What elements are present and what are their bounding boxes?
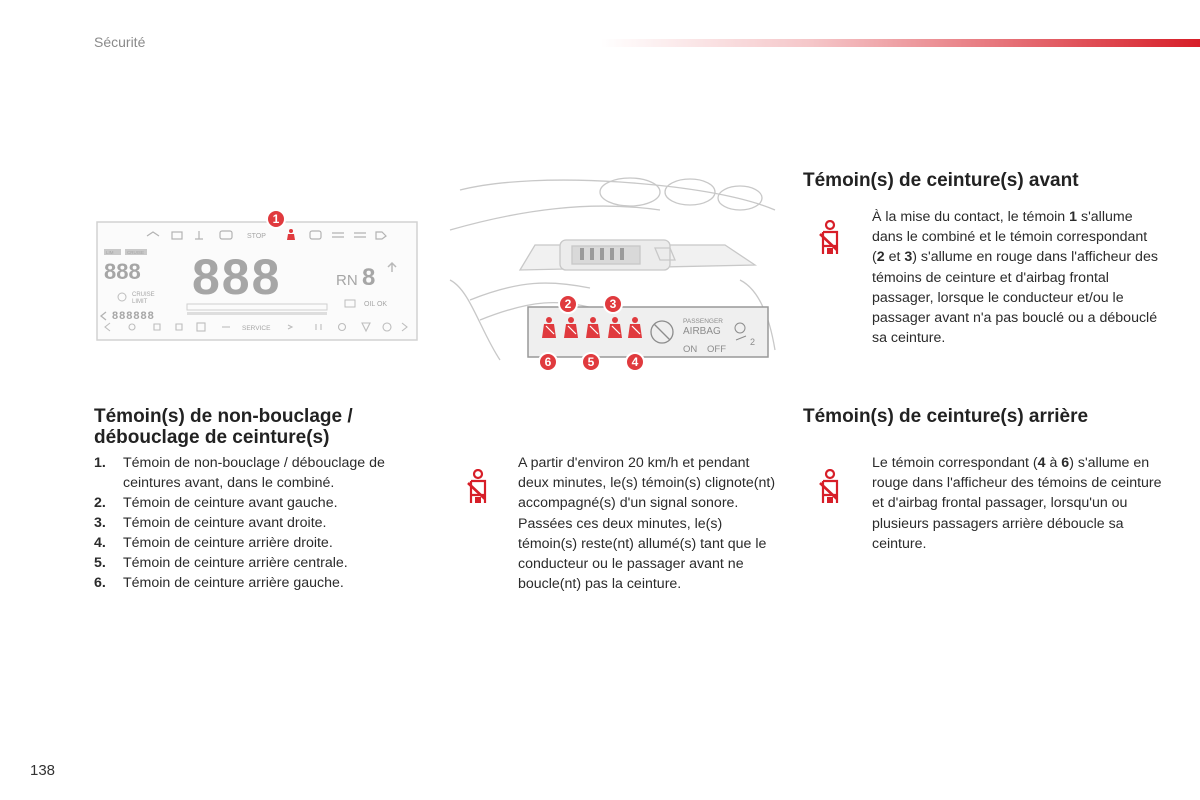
svg-text:2: 2 bbox=[750, 337, 756, 347]
callout-1 bbox=[267, 210, 285, 228]
airbag-label: AIRBAG bbox=[683, 326, 721, 337]
callout-2 bbox=[559, 295, 577, 313]
svg-text:2: 2 bbox=[564, 297, 572, 311]
odometer: 888888 bbox=[112, 310, 155, 322]
callout-4 bbox=[626, 353, 644, 371]
rear-belts-title: Témoin(s) de ceinture(s) arrière bbox=[803, 406, 1089, 427]
svg-text:LIM: LIM bbox=[106, 250, 114, 255]
page-number: 138 bbox=[30, 762, 56, 779]
svg-text:5: 5 bbox=[587, 355, 595, 369]
instrument-cluster-illustration bbox=[92, 205, 422, 345]
svg-text:CRUISE: CRUISE bbox=[127, 250, 145, 255]
callout-3 bbox=[604, 295, 622, 313]
header-accent-bar bbox=[600, 39, 1200, 47]
list-item: 3. Témoin de ceinture avant droite. bbox=[94, 515, 327, 531]
svg-text:1: 1 bbox=[272, 212, 280, 226]
blink-description: A partir d'environ 20 km/h et pendant deux minutes, le(s) témoin(s) clignote(nt) accompagné(s) d'un signal sonore. Passées ces deux minutes, le(s) témoin(s) reste(nt) allumé(s) tant que le conducteur ou le passager avant ne boucle(nt) pas la ceinture. bbox=[518, 455, 776, 593]
list-item: 5. Témoin de ceinture arrière centrale. bbox=[94, 555, 348, 571]
svg-text:8: 8 bbox=[362, 264, 376, 291]
service-label: SERVICE bbox=[242, 325, 271, 332]
list-item: 2. Témoin de ceinture avant gauche. bbox=[94, 495, 338, 511]
list-item: 1. Témoin de non-bouclage / débouclage de ceintures avant, dans le combiné. bbox=[94, 455, 385, 491]
section-title: Sécurité bbox=[94, 34, 146, 50]
svg-text:LIMIT: LIMIT bbox=[132, 299, 148, 305]
svg-text:4: 4 bbox=[631, 355, 639, 369]
off-label: OFF bbox=[707, 344, 726, 355]
seatbelt-warning-icon bbox=[817, 220, 843, 256]
oil-ok-label: OIL OK bbox=[364, 301, 388, 308]
roof-console-illustration bbox=[440, 170, 780, 380]
front-belts-title: Témoin(s) de ceinture(s) avant bbox=[803, 170, 1079, 191]
seatbelt-warning-icon bbox=[465, 469, 491, 505]
list-item: 4. Témoin de ceinture arrière droite. bbox=[94, 535, 333, 551]
front-belts-text: À la mise du contact, le témoin 1 s'allume dans le combiné et le témoin correspondant (2 et 3) s'allume en rouge dans l'afficheur des témoins de ceinture et d'airbag frontal passager, lorsque le conducteur et/ou le passager avant n'a pas bouclé ou a débouclé sa ceinture. bbox=[872, 209, 1158, 347]
svg-text:3: 3 bbox=[609, 297, 617, 311]
gear-indicator: RN bbox=[336, 272, 358, 289]
stop-label: STOP bbox=[247, 233, 266, 240]
unbuckle-title: Témoin(s) de non-bouclage / débouclage de ceinture(s) bbox=[94, 406, 353, 448]
rear-belts-text: Le témoin correspondant (4 à 6) s'allume en rouge dans l'afficheur des témoins de ceinture et d'airbag frontal passager, lorsqu'un ou plusieurs passagers arrière déboucle sa ceinture. bbox=[872, 455, 1162, 552]
small-digits: 888 bbox=[104, 259, 141, 284]
callout-6 bbox=[539, 353, 557, 371]
unbuckle-list bbox=[94, 453, 424, 593]
svg-text:CRUISE: CRUISE bbox=[132, 292, 155, 298]
on-label: ON bbox=[683, 344, 698, 355]
list-item: 6. Témoin de ceinture arrière gauche. bbox=[94, 575, 344, 591]
svg-text:6: 6 bbox=[544, 355, 552, 369]
big-digits: 888 bbox=[192, 249, 282, 305]
seatbelt-warning-icon bbox=[817, 469, 843, 505]
passenger-label: PASSENGER bbox=[683, 318, 723, 325]
callout-5 bbox=[582, 353, 600, 371]
